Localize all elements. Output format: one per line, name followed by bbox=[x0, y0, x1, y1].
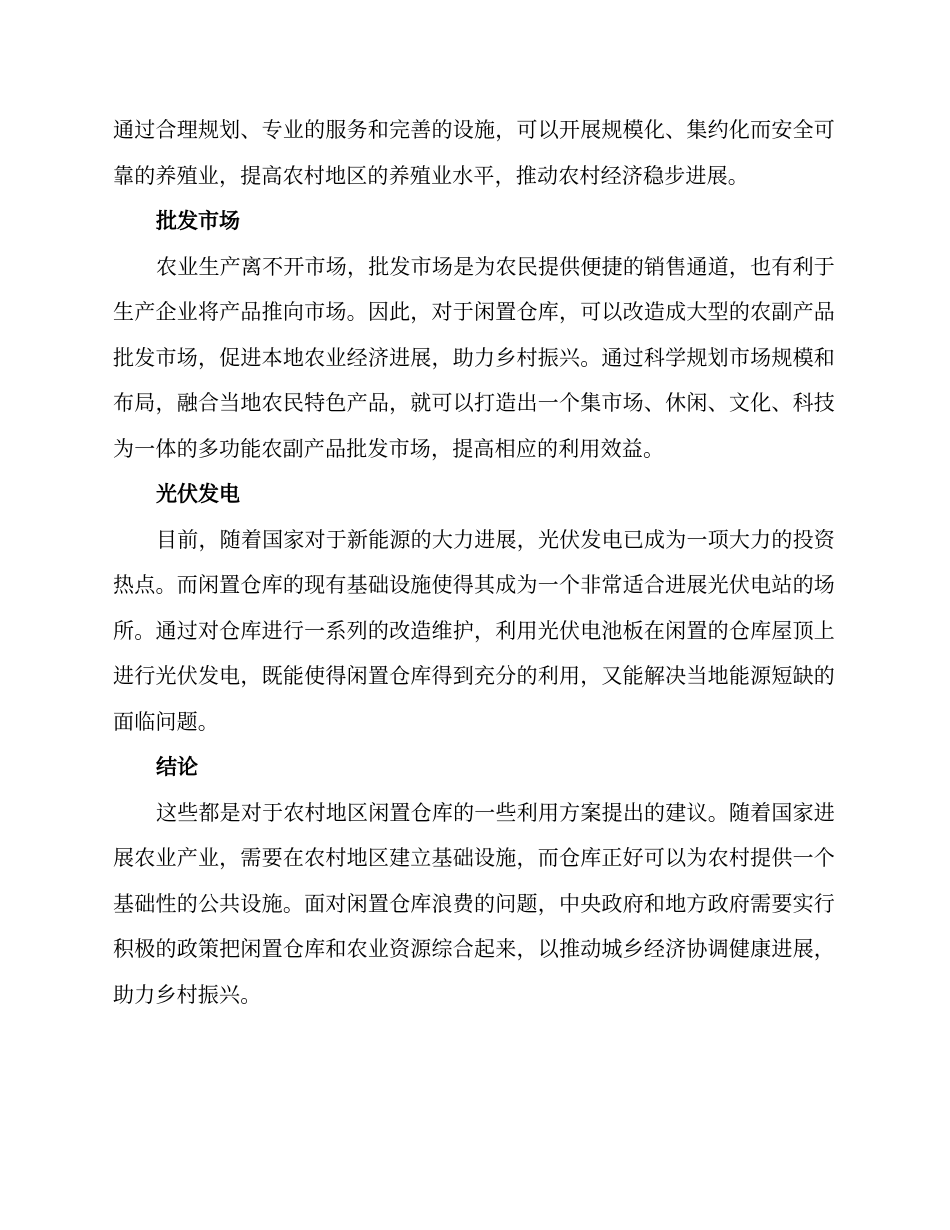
intro-paragraph: 通过合理规划、专业的服务和完善的设施，可以开展规模化、集约化而安全可靠的养殖业，提高农村地区的养殖业水平，推动农村经济稳步进展。 bbox=[113, 118, 835, 188]
section-body-wholesale-market: 农业生产离不开市场，批发市场是为农民提供便捷的销售通道，也有利于生产企业将产品推向市场。因此，对于闲置仓库，可以改造成大型的农副产品批发市场，促进本地农业经济进展，助力乡村振兴。通过科学规划市场规模和布局，融合当地农民特色产品，就可以打造出一个集市场、休闲、文化、科技为一体的多功能农副产品批发市场，提高相应的利用效益。 bbox=[113, 254, 835, 461]
document-body bbox=[113, 108, 835, 1018]
section-heading-conclusion: 结论 bbox=[156, 755, 198, 779]
section-body-photovoltaic: 目前，随着国家对于新能源的大力进展，光伏发电已成为一项大力的投资热点。而闲置仓库的现有基础设施使得其成为一个非常适合进展光伏电站的场所。通过对仓库进行一系列的改造维护，利用光伏电池板在闲置的仓库屋顶上进行光伏发电，既能使得闲置仓库得到充分的利用，又能解决当地能源短缺的面临问题。 bbox=[113, 527, 835, 734]
section-heading-photovoltaic: 光伏发电 bbox=[156, 482, 240, 506]
section-heading-wholesale-market: 批发市场 bbox=[156, 209, 240, 233]
section-body-conclusion: 这些都是对于农村地区闲置仓库的一些利用方案提出的建议。随着国家进展农业产业，需要在农村地区建立基础设施，而仓库正好可以为农村提供一个基础性的公共设施。面对闲置仓库浪费的问题，中央政府和地方政府需要实行积极的政策把闲置仓库和农业资源综合起来，以推动城乡经济协调健康进展，助力乡村振兴。 bbox=[113, 800, 835, 1007]
